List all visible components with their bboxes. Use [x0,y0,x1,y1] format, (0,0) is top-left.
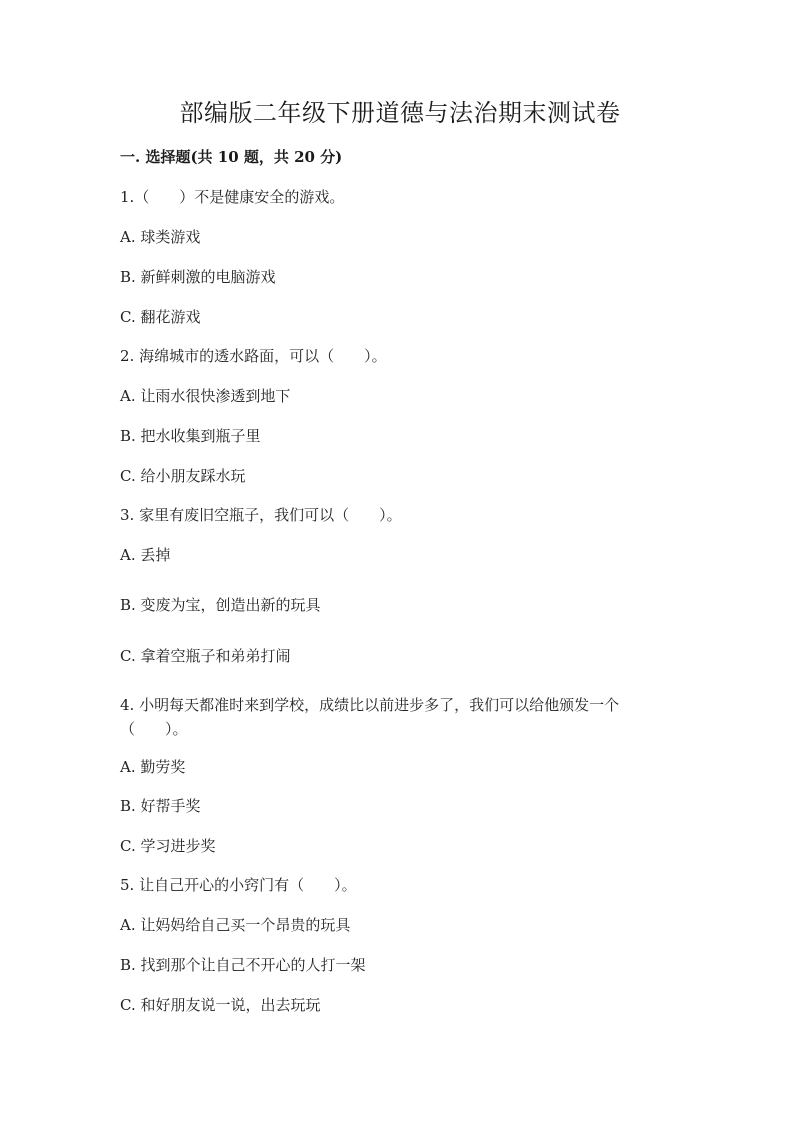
question-stem: 3. 家里有废旧空瓶子，我们可以（ ）。 [120,506,402,524]
question-stem: 4. 小明每天都准时来到学校，成绩比以前进步多了，我们可以给他颁发一个（ ）。 [120,696,620,738]
option-item: C. 给小朋友踩水玩 [120,467,246,485]
option-item: A. 勤劳奖 [120,758,186,776]
option-item: C. 学习进步奖 [120,837,216,855]
option-item: A. 让雨水很快渗透到地下 [120,387,291,405]
option-item: B. 新鲜刺激的电脑游戏 [120,268,276,286]
option-item: B. 把水收集到瓶子里 [120,427,261,445]
section-heading: 一. 选择题(共 10 题，共 20 分) [120,148,343,166]
option-item: A. 丢掉 [120,546,171,564]
option-item: B. 找到那个让自己不开心的人打一架 [120,956,366,974]
option-item: C. 和好朋友说一说，出去玩玩 [120,996,321,1014]
option-item: A. 让妈妈给自己买一个昂贵的玩具 [120,916,351,934]
option-item: B. 好帮手奖 [120,797,201,815]
option-item: C. 翻花游戏 [120,308,201,326]
question-stem: 1.（ ）不是健康安全的游戏。 [120,188,345,206]
page-title: 部编版二年级下册道德与法治期末测试卷 [179,99,621,127]
option-item: C. 拿着空瓶子和弟弟打闹 [120,647,291,665]
option-item: A. 球类游戏 [120,228,201,246]
option-item: B. 变废为宝，创造出新的玩具 [120,596,321,614]
question-stem: 2. 海绵城市的透水路面，可以（ ）。 [120,347,387,365]
question-stem: 5. 让自己开心的小窍门有（ ）。 [120,876,357,894]
